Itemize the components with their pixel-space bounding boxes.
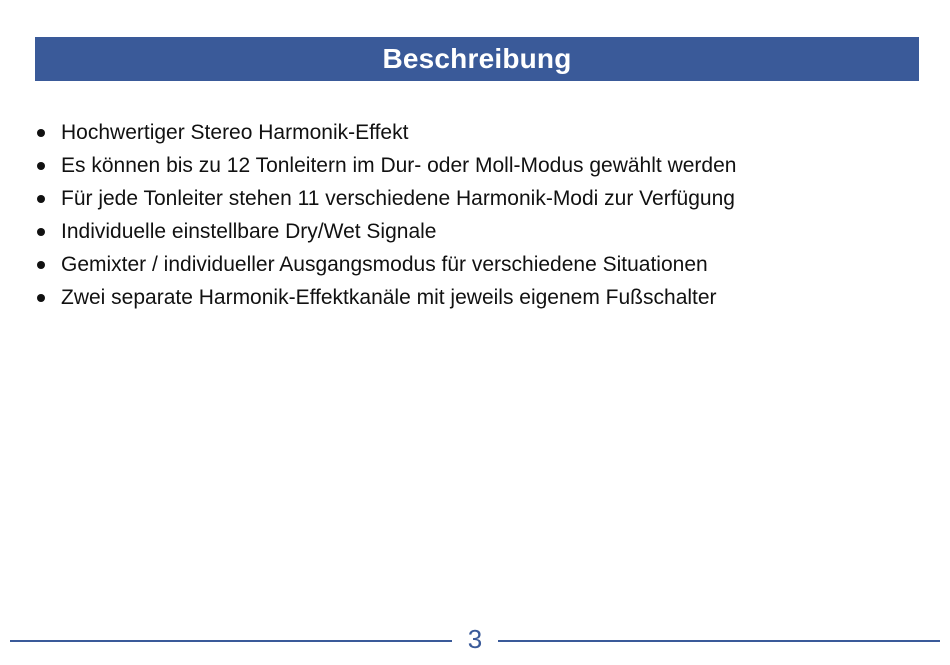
bullet-icon [37, 261, 45, 269]
list-item [37, 116, 736, 149]
list-item-text: Hochwertiger Stereo Harmonik-Effekt [61, 120, 409, 144]
section-title: Beschreibung [382, 43, 572, 74]
list-item-text: Für jede Tonleiter stehen 11 verschiedene Harmonik-Modi zur Verfügung [61, 186, 735, 210]
list-item-text: Gemixter / individueller Ausgangsmodus für verschiedene Situationen [61, 252, 708, 276]
bullet-icon [37, 195, 45, 203]
bullet-icon [37, 228, 45, 236]
list-item [37, 182, 736, 215]
bullet-icon [37, 162, 45, 170]
bullet-icon [37, 294, 45, 302]
list-item [37, 215, 736, 248]
bullet-icon [37, 129, 45, 137]
page-number: 3 [467, 624, 483, 654]
list-item [37, 281, 736, 314]
list-item-text: Individuelle einstellbare Dry/Wet Signale [61, 219, 437, 243]
footer-divider-right [498, 640, 940, 642]
section-header-bar [35, 37, 919, 81]
feature-list [37, 116, 736, 314]
list-item-text: Zwei separate Harmonik-Effektkanäle mit jeweils eigenem Fußschalter [61, 285, 717, 309]
list-item [37, 248, 736, 281]
footer-divider-left [10, 640, 452, 642]
page-footer [10, 626, 940, 652]
list-item [37, 149, 736, 182]
list-item-text: Es können bis zu 12 Tonleitern im Dur- oder Moll-Modus gewählt werden [61, 153, 737, 177]
